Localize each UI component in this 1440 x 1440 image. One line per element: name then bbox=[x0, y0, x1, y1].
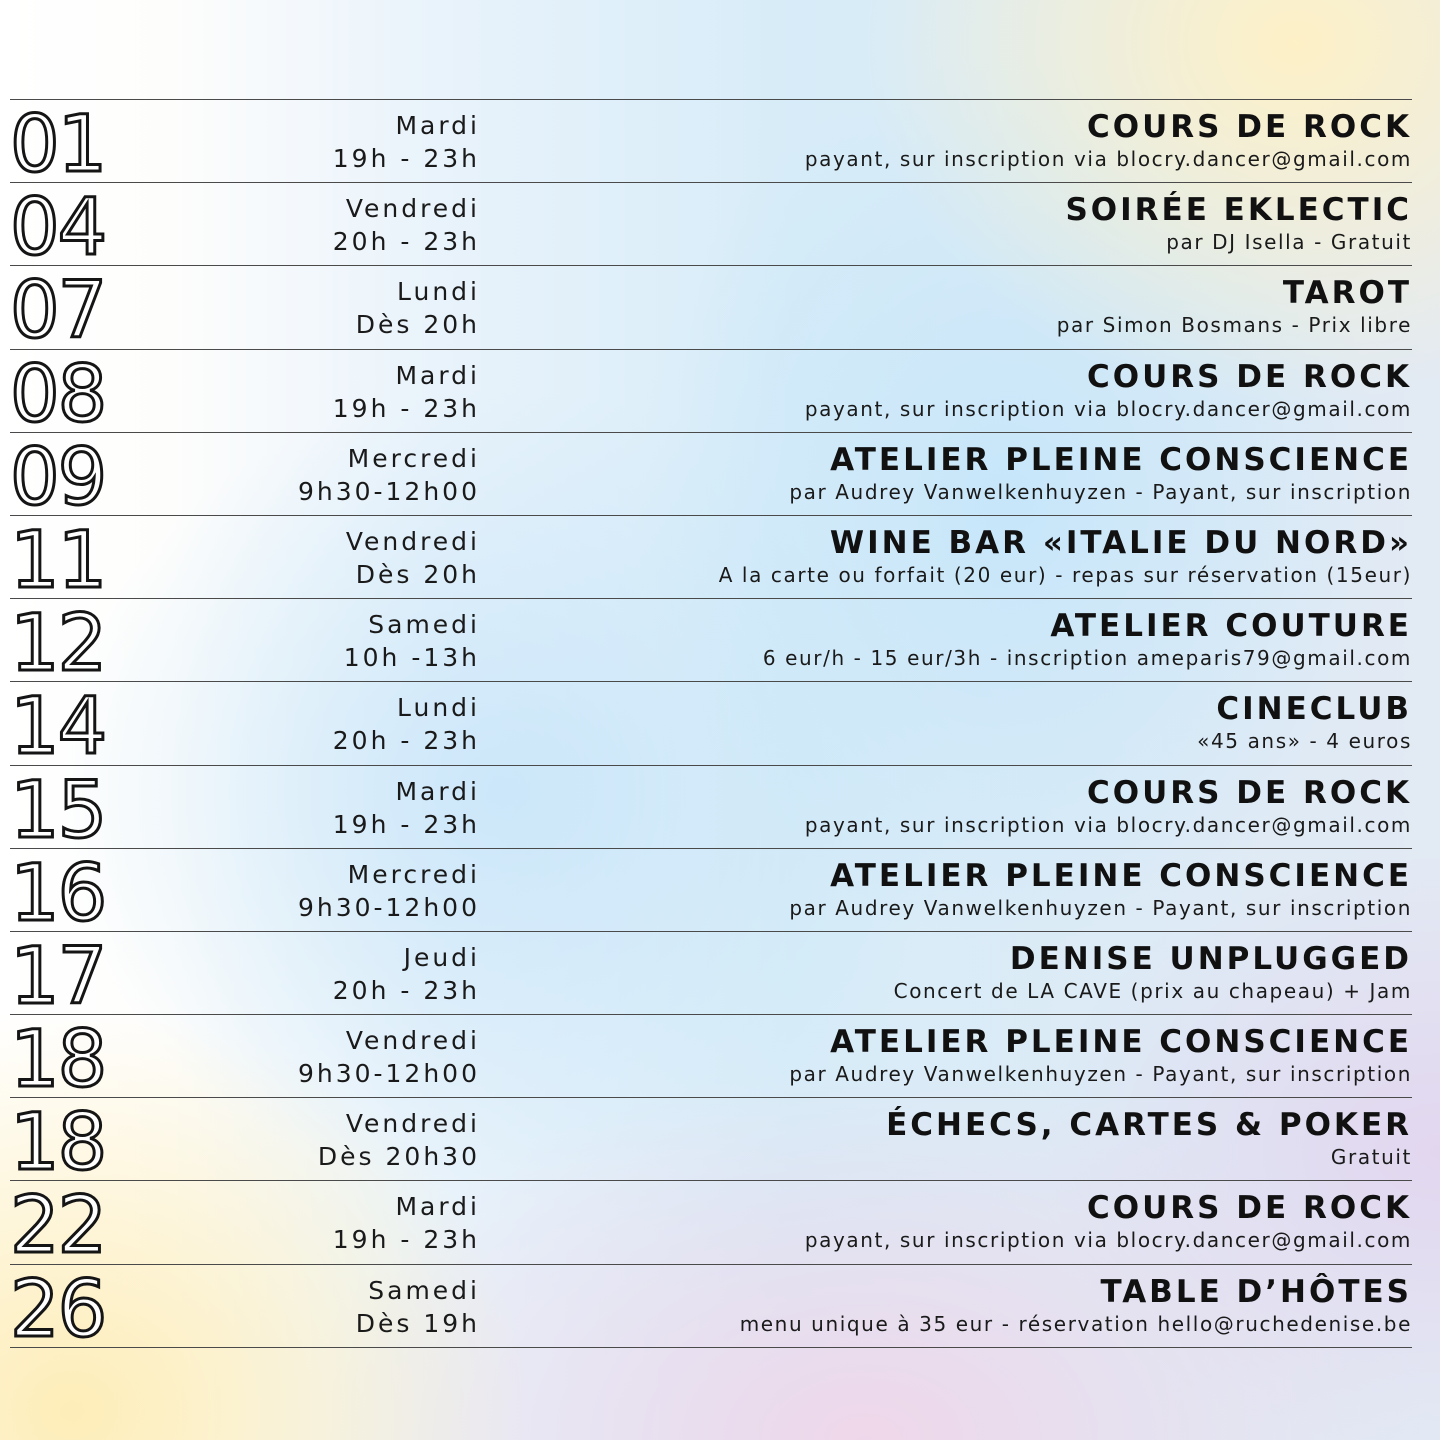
event-hours: 9h30-12h00 bbox=[297, 892, 480, 922]
event-hours: 10h -13h bbox=[343, 643, 480, 673]
event-details: A la carte ou forfait (20 eur) - repas sur réservation (15eur) bbox=[718, 562, 1412, 587]
event-time bbox=[240, 691, 480, 757]
event-title: ATELIER PLEINE CONSCIENCE bbox=[830, 1024, 1412, 1061]
day-number: 22 bbox=[10, 1181, 106, 1272]
event-title: COURS DE ROCK bbox=[1087, 109, 1412, 145]
event-hours: Dès 19h bbox=[355, 1308, 480, 1338]
weekday: Vendredi bbox=[345, 1026, 480, 1056]
event-details: menu unique à 35 eur - réservation hello@ruchedenise.be bbox=[739, 1311, 1412, 1336]
event-details: Concert de LA CAVE (prix au chapeau) + Jam bbox=[893, 978, 1412, 1003]
event-time bbox=[240, 525, 480, 591]
event-schedule bbox=[10, 99, 1412, 1355]
event-row bbox=[10, 1015, 1412, 1106]
event-time bbox=[240, 1024, 480, 1090]
event-hours: 19h - 23h bbox=[332, 393, 480, 423]
weekday: Vendredi bbox=[345, 1109, 480, 1139]
event-hours: Dès 20h bbox=[355, 559, 480, 589]
event-details: payant, sur inscription via blocry.dancer@gmail.com bbox=[804, 147, 1412, 171]
day-number: 14 bbox=[10, 682, 106, 773]
event-hours: 9h30-12h00 bbox=[297, 1059, 480, 1089]
weekday: Mardi bbox=[395, 360, 480, 390]
event-title: COURS DE ROCK bbox=[1087, 1190, 1412, 1227]
event-info bbox=[512, 360, 1412, 424]
event-details: «45 ans» - 4 euros bbox=[1197, 729, 1412, 754]
event-info bbox=[512, 526, 1412, 590]
event-time bbox=[240, 775, 480, 841]
event-details: payant, sur inscription via blocry.dancer@gmail.com bbox=[804, 1228, 1412, 1253]
event-title: COURS DE ROCK bbox=[1087, 358, 1412, 395]
day-number: 09 bbox=[10, 432, 106, 523]
weekday: Jeudi bbox=[403, 942, 480, 972]
weekday: Mardi bbox=[395, 111, 480, 140]
day-number: 01 bbox=[10, 100, 106, 190]
event-title: ATELIER PLEINE CONSCIENCE bbox=[830, 441, 1412, 478]
weekday: Vendredi bbox=[345, 526, 480, 556]
event-time bbox=[240, 858, 480, 924]
day-number: 11 bbox=[10, 515, 106, 606]
event-row bbox=[10, 1098, 1412, 1189]
event-time bbox=[240, 275, 480, 341]
event-info bbox=[512, 276, 1412, 340]
event-row bbox=[10, 349, 1412, 440]
event-hours: 19h - 23h bbox=[332, 144, 480, 173]
event-time bbox=[240, 1107, 480, 1173]
event-hours: Dès 20h bbox=[355, 310, 480, 340]
event-hours: Dès 20h30 bbox=[317, 1142, 480, 1172]
event-hours: 20h - 23h bbox=[332, 227, 480, 257]
event-row bbox=[10, 183, 1412, 274]
event-title: ATELIER PLEINE CONSCIENCE bbox=[830, 857, 1412, 894]
day-number: 15 bbox=[10, 765, 106, 856]
event-row bbox=[10, 100, 1412, 190]
event-time bbox=[240, 608, 480, 674]
event-details: par Audrey Vanwelkenhuyzen - Payant, sur inscription bbox=[789, 895, 1412, 920]
event-row bbox=[10, 931, 1412, 1022]
day-number: 16 bbox=[10, 848, 106, 939]
event-hours: 19h - 23h bbox=[332, 1225, 480, 1255]
event-hours: 9h30-12h00 bbox=[297, 476, 480, 506]
event-details: payant, sur inscription via blocry.dancer@gmail.com bbox=[804, 812, 1412, 837]
event-info bbox=[512, 942, 1412, 1006]
day-number: 18 bbox=[10, 1098, 106, 1189]
event-time bbox=[240, 359, 480, 425]
weekday: Samedi bbox=[368, 610, 480, 640]
event-title: ÉCHECS, CARTES & POKER bbox=[886, 1107, 1412, 1144]
event-title: ATELIER COUTURE bbox=[1050, 608, 1412, 645]
event-hours: 20h - 23h bbox=[332, 975, 480, 1005]
event-details: payant, sur inscription via blocry.dancer@gmail.com bbox=[804, 396, 1412, 421]
event-info bbox=[512, 1025, 1412, 1089]
event-title: WINE BAR «ITALIE DU NORD» bbox=[829, 524, 1412, 561]
event-time bbox=[240, 109, 480, 175]
event-time bbox=[240, 1274, 480, 1340]
event-time bbox=[240, 941, 480, 1007]
event-details: Gratuit bbox=[1330, 1145, 1412, 1170]
event-details: par DJ Isella - Gratuit bbox=[1166, 230, 1412, 255]
event-row bbox=[10, 515, 1412, 606]
event-title: TAROT bbox=[1282, 275, 1412, 312]
event-hours: 19h - 23h bbox=[332, 809, 480, 839]
weekday: Samedi bbox=[368, 1275, 480, 1305]
event-time bbox=[240, 442, 480, 508]
weekday: Lundi bbox=[397, 693, 480, 723]
event-title: COURS DE ROCK bbox=[1087, 774, 1412, 811]
weekday: Mercredi bbox=[347, 859, 480, 889]
weekday: Lundi bbox=[397, 277, 480, 307]
day-number: 17 bbox=[10, 931, 106, 1022]
event-title: CINECLUB bbox=[1216, 691, 1412, 728]
event-row bbox=[10, 432, 1412, 523]
weekday: Mardi bbox=[395, 1192, 480, 1222]
event-row bbox=[10, 848, 1412, 939]
event-row bbox=[10, 599, 1412, 690]
event-row bbox=[10, 1264, 1412, 1355]
event-details: par Audrey Vanwelkenhuyzen - Payant, sur inscription bbox=[789, 479, 1412, 504]
event-info bbox=[512, 110, 1412, 174]
event-row bbox=[10, 765, 1412, 856]
event-row bbox=[10, 1181, 1412, 1272]
event-hours: 20h - 23h bbox=[332, 726, 480, 756]
event-details: par Audrey Vanwelkenhuyzen - Payant, sur inscription bbox=[789, 1062, 1412, 1087]
event-time bbox=[240, 192, 480, 258]
event-info bbox=[512, 1191, 1412, 1255]
day-number: 18 bbox=[10, 1015, 106, 1106]
event-details: 6 eur/h - 15 eur/3h - inscription ameparis79@gmail.com bbox=[762, 646, 1412, 671]
day-number: 12 bbox=[10, 599, 106, 690]
weekday: Mercredi bbox=[347, 443, 480, 473]
event-info bbox=[512, 776, 1412, 840]
event-title: SOIRÉE EKLECTIC bbox=[1065, 192, 1412, 229]
event-title: DENISE UNPLUGGED bbox=[1009, 940, 1412, 977]
day-number: 04 bbox=[10, 183, 106, 274]
event-info bbox=[512, 859, 1412, 923]
event-row bbox=[10, 266, 1412, 357]
event-row bbox=[10, 682, 1412, 773]
day-number: 08 bbox=[10, 349, 106, 440]
day-number: 26 bbox=[10, 1264, 106, 1355]
event-info bbox=[512, 609, 1412, 673]
event-title: TABLE D’HÔTES bbox=[1100, 1273, 1412, 1310]
weekday: Vendredi bbox=[345, 194, 480, 224]
event-info bbox=[512, 1108, 1412, 1172]
event-info bbox=[512, 193, 1412, 257]
event-info bbox=[512, 443, 1412, 507]
event-time bbox=[240, 1190, 480, 1256]
event-info bbox=[512, 1275, 1412, 1339]
event-info bbox=[512, 692, 1412, 756]
event-details: par Simon Bosmans - Prix libre bbox=[1056, 313, 1412, 338]
weekday: Mardi bbox=[395, 776, 480, 806]
day-number: 07 bbox=[10, 266, 106, 357]
